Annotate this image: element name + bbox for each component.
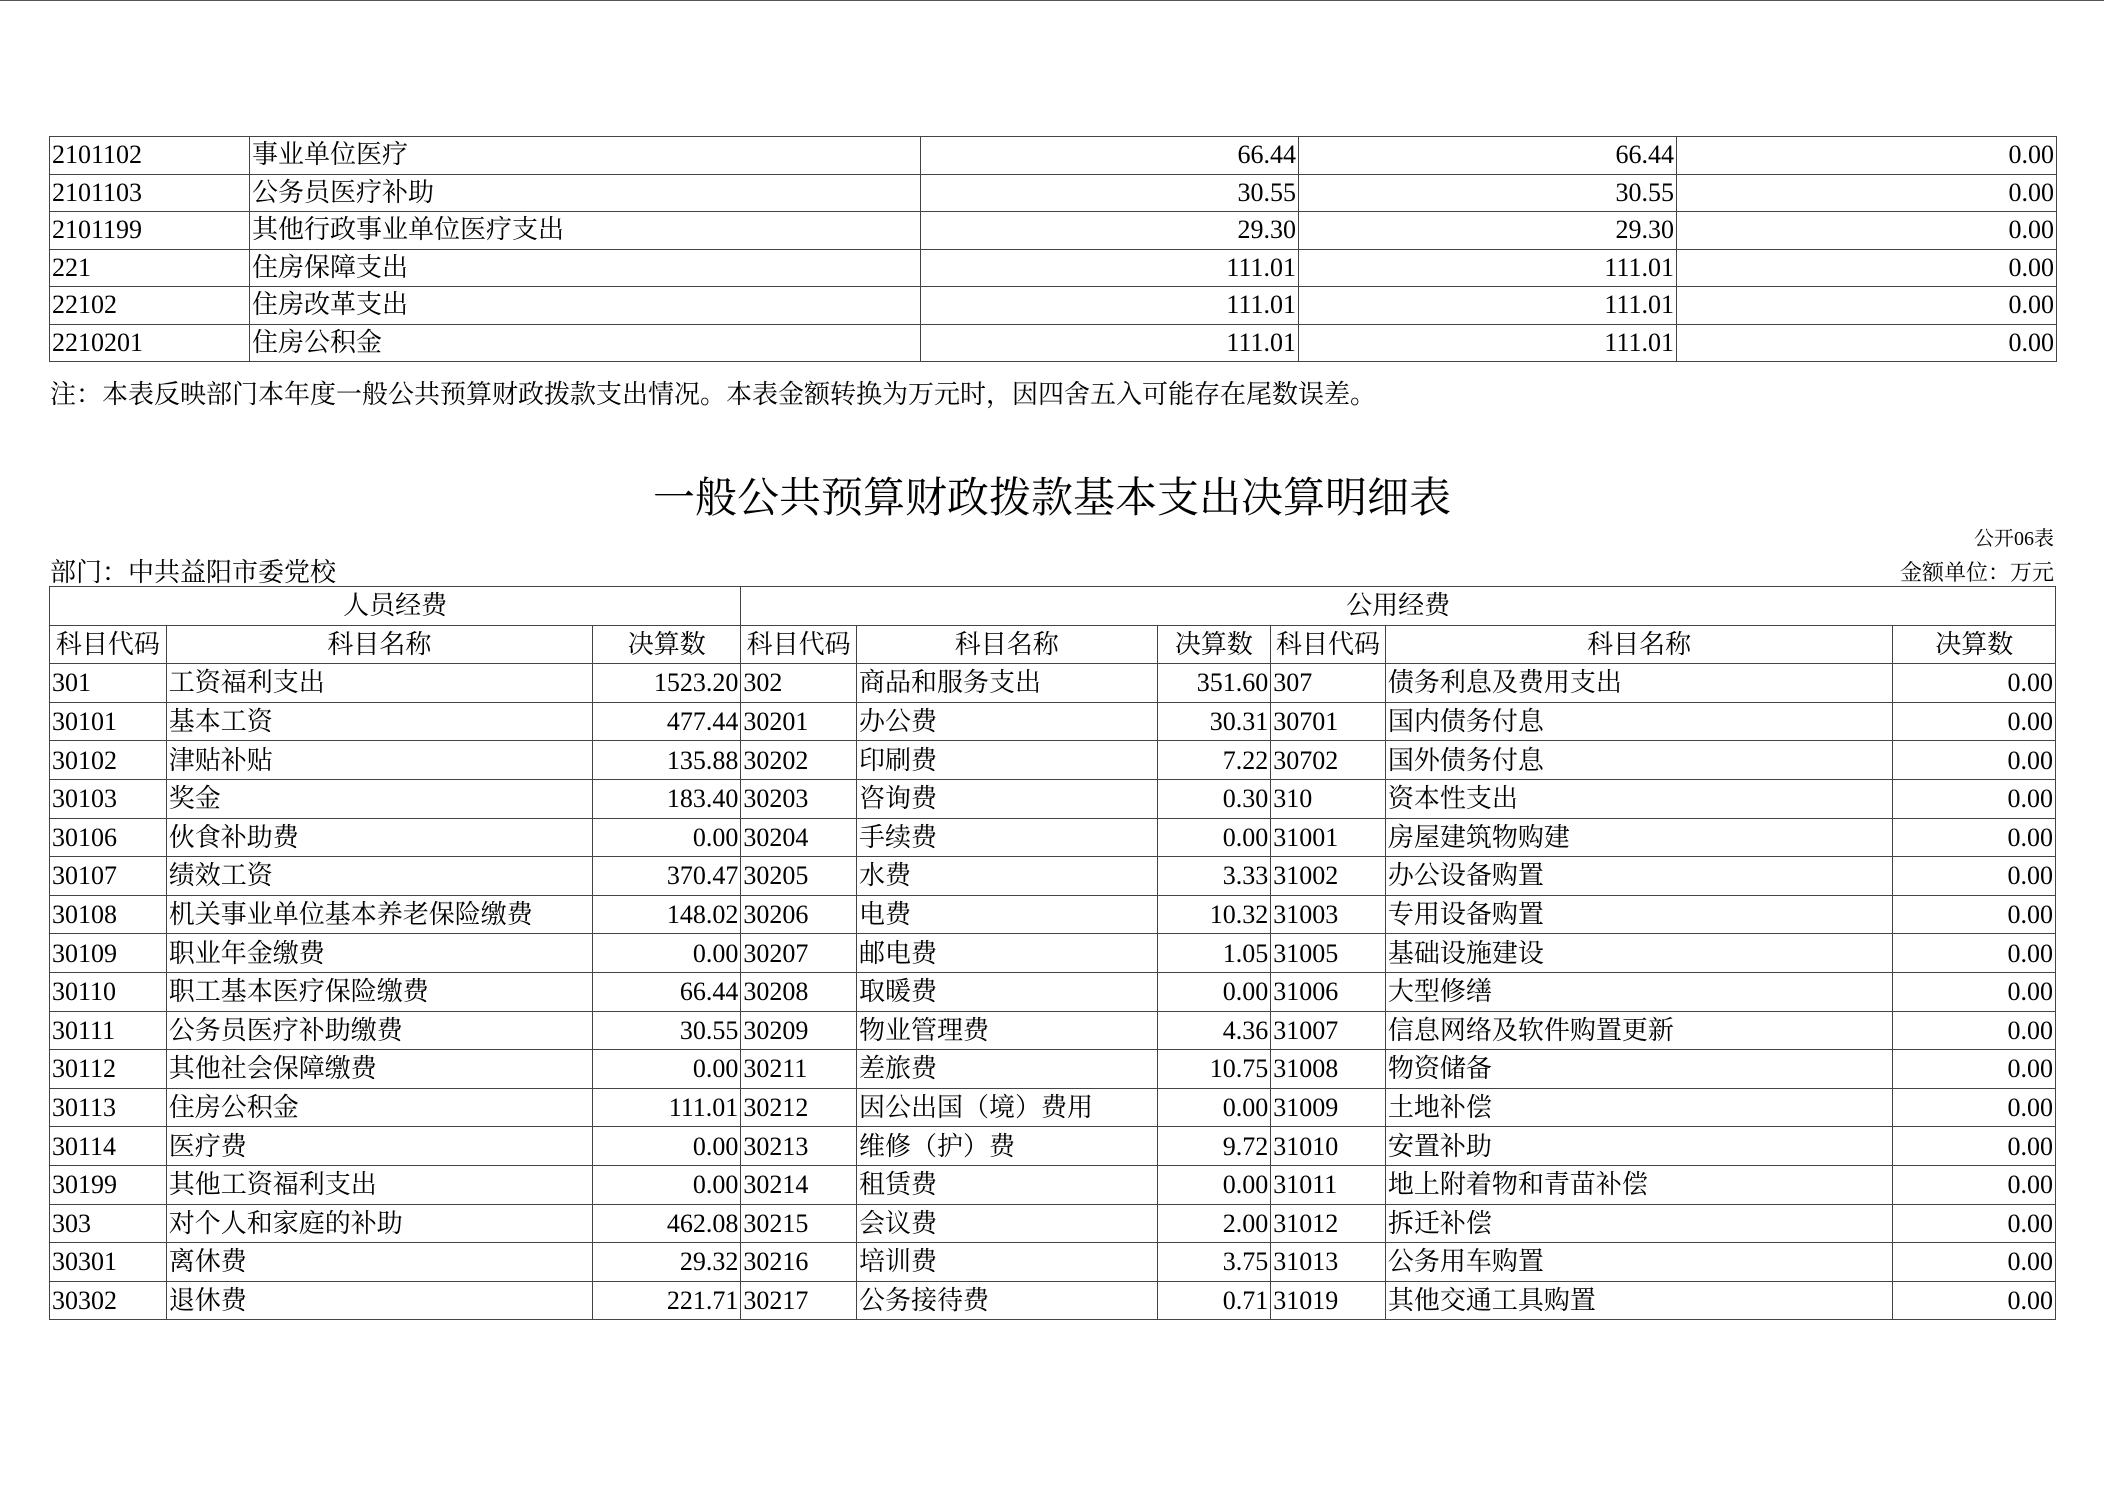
page-title: 一般公共预算财政拨款基本支出决算明细表 xyxy=(652,476,1451,522)
amount-cell: 0.71 xyxy=(1157,1281,1271,1320)
amount-cell: 0.00 xyxy=(1157,1088,1271,1127)
col-header-name: 科目名称 xyxy=(1385,625,1893,664)
amount-cell: 0.00 xyxy=(593,1050,741,1089)
table-row xyxy=(50,1281,2056,1320)
amount-cell: 0.00 xyxy=(593,818,741,857)
subject-code-cell: 30201 xyxy=(741,702,857,741)
subject-name-cell: 土地补偿 xyxy=(1385,1088,1893,1127)
table-row xyxy=(50,287,2057,325)
subject-code-cell: 30209 xyxy=(741,1011,857,1050)
subject-name-cell: 奖金 xyxy=(166,779,592,818)
amount-cell: 2.00 xyxy=(1157,1204,1271,1243)
subject-name-cell: 水费 xyxy=(857,857,1157,896)
subject-name-cell: 物业管理费 xyxy=(857,1011,1157,1050)
table-note: 注：本表反映部门本年度一般公共预算财政拨款支出情况。本表金额转换为万元时，因四舍五入可能存在尾数误差。 xyxy=(50,380,1377,409)
column-header-row xyxy=(50,625,2056,664)
subject-name-cell: 工资福利支出 xyxy=(166,664,592,703)
subject-name-cell: 办公费 xyxy=(857,702,1157,741)
table-row xyxy=(50,1127,2056,1166)
public-expense-header: 公用经费 xyxy=(741,587,2056,626)
col-header-amount: 决算数 xyxy=(1893,625,2056,664)
subject-name-cell: 物资储备 xyxy=(1385,1050,1893,1089)
col-header-code: 科目代码 xyxy=(741,625,857,664)
subject-code-cell: 30207 xyxy=(741,934,857,973)
subject-code-cell: 2101199 xyxy=(50,212,250,250)
amount-cell: 10.75 xyxy=(1157,1050,1271,1089)
table-row xyxy=(50,324,2057,362)
subject-code-cell: 22102 xyxy=(50,287,250,325)
amount-cell: 0.30 xyxy=(1157,779,1271,818)
subject-code-cell: 30217 xyxy=(741,1281,857,1320)
amount-cell: 66.44 xyxy=(921,137,1299,175)
amount-cell: 0.00 xyxy=(1893,1281,2056,1320)
amount-cell: 1523.20 xyxy=(593,664,741,703)
amount-cell: 66.44 xyxy=(593,972,741,1011)
subject-code-cell: 31011 xyxy=(1271,1165,1386,1204)
table-row xyxy=(50,664,2056,703)
group-header-row xyxy=(50,587,2056,626)
amount-cell: 0.00 xyxy=(1893,1127,2056,1166)
subject-code-cell: 30301 xyxy=(50,1243,167,1282)
amount-cell: 0.00 xyxy=(1893,1243,2056,1282)
amount-cell: 111.01 xyxy=(921,324,1299,362)
table-row xyxy=(50,212,2057,250)
subject-code-cell: 30302 xyxy=(50,1281,167,1320)
subject-name-cell: 公务接待费 xyxy=(857,1281,1157,1320)
subject-code-cell: 30211 xyxy=(741,1050,857,1089)
table-row xyxy=(50,818,2056,857)
amount-cell: 0.00 xyxy=(593,1127,741,1166)
table-row xyxy=(50,1204,2056,1243)
amount-cell: 0.00 xyxy=(1677,212,2057,250)
subject-code-cell: 30199 xyxy=(50,1165,167,1204)
amount-cell: 30.55 xyxy=(593,1011,741,1050)
amount-cell: 4.36 xyxy=(1157,1011,1271,1050)
subject-name-cell: 医疗费 xyxy=(166,1127,592,1166)
subject-name-cell: 其他交通工具购置 xyxy=(1385,1281,1893,1320)
subject-name-cell: 公务员医疗补助缴费 xyxy=(166,1011,592,1050)
amount-cell: 0.00 xyxy=(1893,934,2056,973)
amount-cell: 29.30 xyxy=(1299,212,1677,250)
amount-cell: 370.47 xyxy=(593,857,741,896)
subject-code-cell: 31012 xyxy=(1271,1204,1386,1243)
subject-code-cell: 30212 xyxy=(741,1088,857,1127)
amount-cell: 135.88 xyxy=(593,741,741,780)
amount-cell: 477.44 xyxy=(593,702,741,741)
subject-name-cell: 租赁费 xyxy=(857,1165,1157,1204)
subject-code-cell: 31001 xyxy=(1271,818,1386,857)
top-expenditure-table xyxy=(49,136,2057,362)
subject-code-cell: 30108 xyxy=(50,895,167,934)
subject-name-cell: 对个人和家庭的补助 xyxy=(166,1204,592,1243)
subject-code-cell: 30208 xyxy=(741,972,857,1011)
subject-name-cell: 差旅费 xyxy=(857,1050,1157,1089)
table-row xyxy=(50,895,2056,934)
table-row xyxy=(50,779,2056,818)
amount-cell: 0.00 xyxy=(1893,1050,2056,1089)
amount-cell: 0.00 xyxy=(1677,249,2057,287)
amount-cell: 0.00 xyxy=(1893,1088,2056,1127)
subject-code-cell: 30103 xyxy=(50,779,167,818)
subject-name-cell: 债务利息及费用支出 xyxy=(1385,664,1893,703)
subject-name-cell: 因公出国（境）费用 xyxy=(857,1088,1157,1127)
table-row xyxy=(50,702,2056,741)
amount-cell: 0.00 xyxy=(1893,972,2056,1011)
subject-code-cell: 30111 xyxy=(50,1011,167,1050)
subject-name-cell: 住房改革支出 xyxy=(250,287,921,325)
subject-name-cell: 绩效工资 xyxy=(166,857,592,896)
amount-unit-label: 金额单位：万元 xyxy=(1899,560,2054,585)
amount-cell: 0.00 xyxy=(1157,972,1271,1011)
subject-code-cell: 307 xyxy=(1271,664,1386,703)
amount-cell: 0.00 xyxy=(1157,1165,1271,1204)
table-row xyxy=(50,249,2057,287)
subject-code-cell: 31008 xyxy=(1271,1050,1386,1089)
amount-cell: 7.22 xyxy=(1157,741,1271,780)
amount-cell: 0.00 xyxy=(1893,857,2056,896)
table-row xyxy=(50,741,2056,780)
subject-name-cell: 退休费 xyxy=(166,1281,592,1320)
amount-cell: 111.01 xyxy=(1299,249,1677,287)
subject-name-cell: 咨询费 xyxy=(857,779,1157,818)
table-row xyxy=(50,1088,2056,1127)
amount-cell: 3.33 xyxy=(1157,857,1271,896)
amount-cell: 29.32 xyxy=(593,1243,741,1282)
subject-name-cell: 大型修缮 xyxy=(1385,972,1893,1011)
subject-code-cell: 30109 xyxy=(50,934,167,973)
subject-code-cell: 30114 xyxy=(50,1127,167,1166)
subject-name-cell: 邮电费 xyxy=(857,934,1157,973)
amount-cell: 10.32 xyxy=(1157,895,1271,934)
subject-name-cell: 电费 xyxy=(857,895,1157,934)
subject-name-cell: 取暖费 xyxy=(857,972,1157,1011)
department-label: 部门：中共益阳市委党校 xyxy=(50,558,337,587)
amount-cell: 0.00 xyxy=(1677,287,2057,325)
subject-code-cell: 30101 xyxy=(50,702,167,741)
subject-code-cell: 30215 xyxy=(741,1204,857,1243)
subject-name-cell: 基本工资 xyxy=(166,702,592,741)
subject-name-cell: 信息网络及软件购置更新 xyxy=(1385,1011,1893,1050)
subject-code-cell: 31013 xyxy=(1271,1243,1386,1282)
subject-name-cell: 其他社会保障缴费 xyxy=(166,1050,592,1089)
table-row xyxy=(50,1050,2056,1089)
amount-cell: 66.44 xyxy=(1299,137,1677,175)
subject-code-cell: 30110 xyxy=(50,972,167,1011)
subject-code-cell: 31002 xyxy=(1271,857,1386,896)
amount-cell: 0.00 xyxy=(1157,818,1271,857)
subject-code-cell: 301 xyxy=(50,664,167,703)
table-row xyxy=(50,1165,2056,1204)
subject-name-cell: 离休费 xyxy=(166,1243,592,1282)
amount-cell: 111.01 xyxy=(1299,287,1677,325)
col-header-amount: 决算数 xyxy=(593,625,741,664)
subject-code-cell: 30702 xyxy=(1271,741,1386,780)
subject-name-cell: 住房保障支出 xyxy=(250,249,921,287)
subject-name-cell: 其他行政事业单位医疗支出 xyxy=(250,212,921,250)
amount-cell: 0.00 xyxy=(1677,174,2057,212)
subject-name-cell: 办公设备购置 xyxy=(1385,857,1893,896)
subject-name-cell: 其他工资福利支出 xyxy=(166,1165,592,1204)
amount-cell: 0.00 xyxy=(1893,1204,2056,1243)
amount-cell: 30.55 xyxy=(921,174,1299,212)
subject-name-cell: 职工基本医疗保险缴费 xyxy=(166,972,592,1011)
table-row xyxy=(50,934,2056,973)
subject-name-cell: 资本性支出 xyxy=(1385,779,1893,818)
subject-code-cell: 31003 xyxy=(1271,895,1386,934)
subject-name-cell: 公务员医疗补助 xyxy=(250,174,921,212)
amount-cell: 0.00 xyxy=(1893,1165,2056,1204)
subject-code-cell: 30203 xyxy=(741,779,857,818)
subject-code-cell: 221 xyxy=(50,249,250,287)
amount-cell: 0.00 xyxy=(1893,664,2056,703)
table-row xyxy=(50,1011,2056,1050)
amount-cell: 351.60 xyxy=(1157,664,1271,703)
subject-name-cell: 维修（护）费 xyxy=(857,1127,1157,1166)
subject-code-cell: 2101103 xyxy=(50,174,250,212)
subject-name-cell: 拆迁补偿 xyxy=(1385,1204,1893,1243)
top-border-line xyxy=(0,0,2104,1)
subject-name-cell: 津贴补贴 xyxy=(166,741,592,780)
subject-code-cell: 30202 xyxy=(741,741,857,780)
basic-expenditure-detail-table xyxy=(49,586,2056,1320)
subject-code-cell: 2101102 xyxy=(50,137,250,175)
amount-cell: 0.00 xyxy=(593,1165,741,1204)
amount-cell: 0.00 xyxy=(1893,818,2056,857)
amount-cell: 111.01 xyxy=(921,249,1299,287)
subject-code-cell: 30204 xyxy=(741,818,857,857)
amount-cell: 0.00 xyxy=(1893,741,2056,780)
subject-name-cell: 职业年金缴费 xyxy=(166,934,592,973)
subject-name-cell: 住房公积金 xyxy=(166,1088,592,1127)
amount-cell: 221.71 xyxy=(593,1281,741,1320)
subject-code-cell: 310 xyxy=(1271,779,1386,818)
col-header-amount: 决算数 xyxy=(1157,625,1271,664)
amount-cell: 111.01 xyxy=(1299,324,1677,362)
amount-cell: 0.00 xyxy=(593,934,741,973)
amount-cell: 0.00 xyxy=(1893,702,2056,741)
subject-name-cell: 住房公积金 xyxy=(250,324,921,362)
col-header-name: 科目名称 xyxy=(166,625,592,664)
subject-code-cell: 30214 xyxy=(741,1165,857,1204)
amount-cell: 30.31 xyxy=(1157,702,1271,741)
amount-cell: 148.02 xyxy=(593,895,741,934)
amount-cell: 3.75 xyxy=(1157,1243,1271,1282)
table-row xyxy=(50,137,2057,175)
subject-name-cell: 房屋建筑物购建 xyxy=(1385,818,1893,857)
personnel-expense-header: 人员经费 xyxy=(50,587,741,626)
amount-cell: 0.00 xyxy=(1677,137,2057,175)
subject-name-cell: 会议费 xyxy=(857,1204,1157,1243)
table-row xyxy=(50,972,2056,1011)
amount-cell: 9.72 xyxy=(1157,1127,1271,1166)
subject-code-cell: 2210201 xyxy=(50,324,250,362)
table-row xyxy=(50,857,2056,896)
subject-name-cell: 公务用车购置 xyxy=(1385,1243,1893,1282)
subject-code-cell: 30112 xyxy=(50,1050,167,1089)
amount-cell: 0.00 xyxy=(1893,1011,2056,1050)
amount-cell: 29.30 xyxy=(921,212,1299,250)
subject-name-cell: 事业单位医疗 xyxy=(250,137,921,175)
amount-cell: 111.01 xyxy=(593,1088,741,1127)
subject-name-cell: 安置补助 xyxy=(1385,1127,1893,1166)
amount-cell: 0.00 xyxy=(1893,895,2056,934)
amount-cell: 0.00 xyxy=(1893,779,2056,818)
col-header-name: 科目名称 xyxy=(857,625,1157,664)
subject-code-cell: 31006 xyxy=(1271,972,1386,1011)
subject-name-cell: 印刷费 xyxy=(857,741,1157,780)
col-header-code: 科目代码 xyxy=(1271,625,1386,664)
subject-name-cell: 手续费 xyxy=(857,818,1157,857)
subject-code-cell: 30113 xyxy=(50,1088,167,1127)
table-row xyxy=(50,1243,2056,1282)
subject-code-cell: 30102 xyxy=(50,741,167,780)
subject-name-cell: 国内债务付息 xyxy=(1385,702,1893,741)
subject-code-cell: 302 xyxy=(741,664,857,703)
subject-code-cell: 30701 xyxy=(1271,702,1386,741)
subject-name-cell: 机关事业单位基本养老保险缴费 xyxy=(166,895,592,934)
form-number: 公开06表 xyxy=(1974,528,2054,550)
subject-code-cell: 30216 xyxy=(741,1243,857,1282)
subject-code-cell: 31007 xyxy=(1271,1011,1386,1050)
subject-name-cell: 基础设施建设 xyxy=(1385,934,1893,973)
subject-code-cell: 31005 xyxy=(1271,934,1386,973)
amount-cell: 111.01 xyxy=(921,287,1299,325)
subject-code-cell: 31019 xyxy=(1271,1281,1386,1320)
subject-code-cell: 31009 xyxy=(1271,1088,1386,1127)
subject-name-cell: 伙食补助费 xyxy=(166,818,592,857)
subject-name-cell: 培训费 xyxy=(857,1243,1157,1282)
subject-name-cell: 国外债务付息 xyxy=(1385,741,1893,780)
subject-code-cell: 30213 xyxy=(741,1127,857,1166)
col-header-code: 科目代码 xyxy=(50,625,167,664)
subject-name-cell: 专用设备购置 xyxy=(1385,895,1893,934)
subject-code-cell: 30206 xyxy=(741,895,857,934)
amount-cell: 462.08 xyxy=(593,1204,741,1243)
subject-code-cell: 30106 xyxy=(50,818,167,857)
amount-cell: 0.00 xyxy=(1677,324,2057,362)
subject-code-cell: 303 xyxy=(50,1204,167,1243)
subject-code-cell: 30205 xyxy=(741,857,857,896)
amount-cell: 1.05 xyxy=(1157,934,1271,973)
subject-name-cell: 地上附着物和青苗补偿 xyxy=(1385,1165,1893,1204)
amount-cell: 183.40 xyxy=(593,779,741,818)
subject-code-cell: 30107 xyxy=(50,857,167,896)
amount-cell: 30.55 xyxy=(1299,174,1677,212)
table-row xyxy=(50,174,2057,212)
subject-name-cell: 商品和服务支出 xyxy=(857,664,1157,703)
subject-code-cell: 31010 xyxy=(1271,1127,1386,1166)
